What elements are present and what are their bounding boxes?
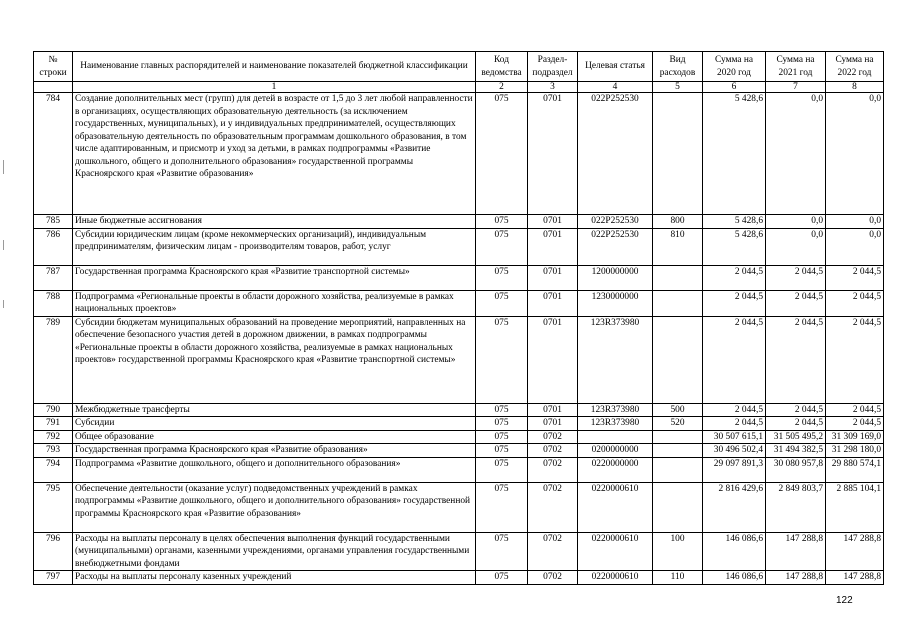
row-name: Государственная программа Красноярского края «Развитие транспортной системы» (73, 265, 476, 290)
row-target-article: 123R373980 (578, 403, 653, 417)
table-row (34, 265, 884, 290)
row-sum-2022: 2 044,5 (826, 403, 884, 417)
row-sum-2022: 2 044,5 (826, 290, 884, 316)
header-row-no: № строки (34, 52, 73, 82)
row-sum-2021: 147 288,8 (766, 532, 826, 571)
row-razdel: 0701 (528, 228, 578, 265)
scan-edge-mark (3, 160, 4, 174)
row-expense-type: 500 (653, 403, 703, 417)
row-name: Иные бюджетные ассигнования (73, 215, 476, 229)
row-name: Субсидии (73, 417, 476, 431)
row-vedomstvo: 075 (476, 571, 528, 585)
row-name: Государственная программа Красноярского края «Развитие образования» (73, 444, 476, 458)
row-razdel: 0701 (528, 290, 578, 316)
row-target-article (578, 430, 653, 444)
row-sum-2022: 2 044,5 (826, 417, 884, 431)
row-sum-2020: 2 044,5 (703, 417, 766, 431)
row-number: 784 (34, 93, 73, 215)
row-name: Подпрограмма «Региональные проекты в области дорожного хозяйства, реализуемые в рамках национальных проектов» (73, 290, 476, 316)
row-number: 786 (34, 228, 73, 265)
header-vedomstvo: Код ведомства (476, 52, 528, 82)
column-number: 4 (578, 82, 653, 93)
row-target-article: 0220000610 (578, 532, 653, 571)
row-number: 797 (34, 571, 73, 585)
table-row (34, 316, 884, 403)
header-razdel: Раздел-подраздел (528, 52, 578, 82)
table-row (34, 430, 884, 444)
row-sum-2020: 2 044,5 (703, 265, 766, 290)
row-sum-2020: 5 428,6 (703, 215, 766, 229)
column-number-row (34, 82, 884, 93)
row-expense-type (653, 93, 703, 215)
table-row (34, 482, 884, 532)
row-vedomstvo: 075 (476, 316, 528, 403)
row-name: Расходы на выплаты персоналу казенных учреждений (73, 571, 476, 585)
row-name: Создание дополнительных мест (групп) для детей в возрасте от 1,5 до 3 лет любой направленности в организациях, осуществляющих образовательную деятельность (за исключением государственных, муниципальных), и у индивидуальных предпринимателей, осуществляющих образовательную деятельность по образовательным программам дошкольного образования, в том числе адаптированным, и присмотр и уход за детьми, в рамках подпрограммы «Развитие дошкольного, общего и дополнительного образования» государственной программы Красноярского края «Развитие образования» (73, 93, 476, 215)
table-row (34, 532, 884, 571)
row-sum-2020: 2 044,5 (703, 403, 766, 417)
table-row (34, 215, 884, 229)
row-sum-2022: 2 885 104,1 (826, 482, 884, 532)
row-target-article: 022P252530 (578, 215, 653, 229)
table-row (34, 571, 884, 585)
header-expense-type: Вид расходов (653, 52, 703, 82)
row-vedomstvo: 075 (476, 444, 528, 458)
budget-table (33, 51, 884, 585)
column-number: 2 (476, 82, 528, 93)
column-number: 3 (528, 82, 578, 93)
row-number: 788 (34, 290, 73, 316)
row-target-article: 1230000000 (578, 290, 653, 316)
row-number: 790 (34, 403, 73, 417)
row-sum-2020: 30 496 502,4 (703, 444, 766, 458)
row-razdel: 0701 (528, 215, 578, 229)
row-sum-2022: 2 044,5 (826, 265, 884, 290)
row-sum-2021: 0,0 (766, 93, 826, 215)
row-number: 787 (34, 265, 73, 290)
row-target-article: 022P252530 (578, 93, 653, 215)
row-target-article: 123R373980 (578, 417, 653, 431)
table-row (34, 457, 884, 482)
row-sum-2022: 2 044,5 (826, 316, 884, 403)
row-vedomstvo: 075 (476, 265, 528, 290)
column-number: 8 (826, 82, 884, 93)
row-sum-2021: 0,0 (766, 215, 826, 229)
row-name: Подпрограмма «Развитие дошкольного, общего и дополнительного образования» (73, 457, 476, 482)
row-sum-2022: 31 309 169,0 (826, 430, 884, 444)
row-sum-2020: 2 044,5 (703, 290, 766, 316)
row-sum-2022: 147 288,8 (826, 532, 884, 571)
row-razdel: 0702 (528, 444, 578, 458)
row-expense-type (653, 444, 703, 458)
row-vedomstvo: 075 (476, 93, 528, 215)
row-sum-2022: 31 298 180,0 (826, 444, 884, 458)
row-sum-2021: 2 044,5 (766, 265, 826, 290)
row-razdel: 0702 (528, 571, 578, 585)
header-sum-2020: Сумма на 2020 год (703, 52, 766, 82)
row-expense-type (653, 265, 703, 290)
row-number: 796 (34, 532, 73, 571)
row-razdel: 0702 (528, 457, 578, 482)
table-row (34, 290, 884, 316)
row-sum-2022: 0,0 (826, 215, 884, 229)
row-sum-2021: 2 044,5 (766, 316, 826, 403)
column-number (34, 82, 73, 93)
row-expense-type: 110 (653, 571, 703, 585)
row-name: Субсидии бюджетам муниципальных образований на проведение мероприятий, направленных на обеспечение безопасного участия детей в дорожном движении, в рамках подпрограммы «Региональные проекты в области дорожного хозяйства, реализуемые в рамках национальных проектов» государственной программы Красноярского края «Развитие транспортной системы» (73, 316, 476, 403)
row-sum-2021: 30 080 957,8 (766, 457, 826, 482)
row-target-article: 0220000000 (578, 457, 653, 482)
row-razdel: 0701 (528, 417, 578, 431)
row-expense-type (653, 290, 703, 316)
row-vedomstvo: 075 (476, 403, 528, 417)
row-vedomstvo: 075 (476, 215, 528, 229)
header-name: Наименование главных распорядителей и наименование показателей бюджетной классификации (73, 52, 476, 82)
scan-edge-mark (3, 240, 4, 250)
row-expense-type: 810 (653, 228, 703, 265)
row-sum-2020: 146 086,6 (703, 532, 766, 571)
row-number: 795 (34, 482, 73, 532)
row-sum-2020: 2 044,5 (703, 316, 766, 403)
row-sum-2022: 29 880 574,1 (826, 457, 884, 482)
table-row (34, 93, 884, 215)
header-sum-2021: Сумма на 2021 год (766, 52, 826, 82)
row-sum-2021: 31 505 495,2 (766, 430, 826, 444)
row-sum-2020: 2 816 429,6 (703, 482, 766, 532)
row-razdel: 0701 (528, 403, 578, 417)
row-expense-type: 100 (653, 532, 703, 571)
header-row (34, 52, 884, 82)
row-expense-type: 520 (653, 417, 703, 431)
header-sum-2022: Сумма на 2022 год (826, 52, 884, 82)
row-number: 793 (34, 444, 73, 458)
row-sum-2021: 2 044,5 (766, 403, 826, 417)
row-sum-2021: 2 044,5 (766, 417, 826, 431)
row-target-article: 123R373980 (578, 316, 653, 403)
row-sum-2021: 2 849 803,7 (766, 482, 826, 532)
row-razdel: 0702 (528, 430, 578, 444)
row-expense-type (653, 457, 703, 482)
row-vedomstvo: 075 (476, 532, 528, 571)
row-name: Общее образование (73, 430, 476, 444)
row-razdel: 0701 (528, 316, 578, 403)
column-number: 6 (703, 82, 766, 93)
row-sum-2022: 0,0 (826, 93, 884, 215)
row-name: Субсидии юридическим лицам (кроме некоммерческих организаций), индивидуальным предпринимателям, физическим лицам - производителям товаров, работ, услуг (73, 228, 476, 265)
row-sum-2020: 146 086,6 (703, 571, 766, 585)
row-vedomstvo: 075 (476, 482, 528, 532)
row-sum-2020: 29 097 891,3 (703, 457, 766, 482)
header-target-article: Целевая статья (578, 52, 653, 82)
row-sum-2021: 31 494 382,5 (766, 444, 826, 458)
row-sum-2020: 5 428,6 (703, 93, 766, 215)
row-vedomstvo: 075 (476, 290, 528, 316)
row-number: 792 (34, 430, 73, 444)
row-expense-type (653, 430, 703, 444)
row-expense-type (653, 482, 703, 532)
row-sum-2022: 147 288,8 (826, 571, 884, 585)
table-row (34, 444, 884, 458)
table-row (34, 228, 884, 265)
row-vedomstvo: 075 (476, 457, 528, 482)
column-number: 7 (766, 82, 826, 93)
row-vedomstvo: 075 (476, 228, 528, 265)
row-razdel: 0701 (528, 265, 578, 290)
row-target-article: 022P252530 (578, 228, 653, 265)
scan-edge-mark (3, 300, 4, 308)
row-name: Расходы на выплаты персоналу в целях обеспечения выполнения функций государственными (муниципальными) органами, казенными учреждениями, органами управления государственными внебюджетными фондами (73, 532, 476, 571)
row-expense-type: 800 (653, 215, 703, 229)
row-razdel: 0701 (528, 93, 578, 215)
row-number: 785 (34, 215, 73, 229)
row-sum-2020: 5 428,6 (703, 228, 766, 265)
row-target-article: 1200000000 (578, 265, 653, 290)
row-number: 789 (34, 316, 73, 403)
row-razdel: 0702 (528, 532, 578, 571)
column-number: 1 (73, 82, 476, 93)
row-sum-2021: 2 044,5 (766, 290, 826, 316)
page-number: 122 (836, 595, 853, 606)
row-sum-2021: 0,0 (766, 228, 826, 265)
row-sum-2021: 147 288,8 (766, 571, 826, 585)
row-target-article: 0220000610 (578, 571, 653, 585)
row-sum-2020: 30 507 615,1 (703, 430, 766, 444)
row-target-article: 0200000000 (578, 444, 653, 458)
row-vedomstvo: 075 (476, 430, 528, 444)
row-number: 791 (34, 417, 73, 431)
row-vedomstvo: 075 (476, 417, 528, 431)
row-sum-2022: 0,0 (826, 228, 884, 265)
row-number: 794 (34, 457, 73, 482)
row-name: Обеспечение деятельности (оказание услуг) подведомственных учреждений в рамках подпрограммы «Развитие дошкольного, общего и дополнительного образования» государственной программы Красноярского края «Развитие образования» (73, 482, 476, 532)
row-target-article: 0220000610 (578, 482, 653, 532)
row-name: Межбюджетные трансферты (73, 403, 476, 417)
column-number: 5 (653, 82, 703, 93)
row-razdel: 0702 (528, 482, 578, 532)
table-row (34, 417, 884, 431)
table-row (34, 403, 884, 417)
table-body (34, 93, 884, 585)
row-expense-type (653, 316, 703, 403)
